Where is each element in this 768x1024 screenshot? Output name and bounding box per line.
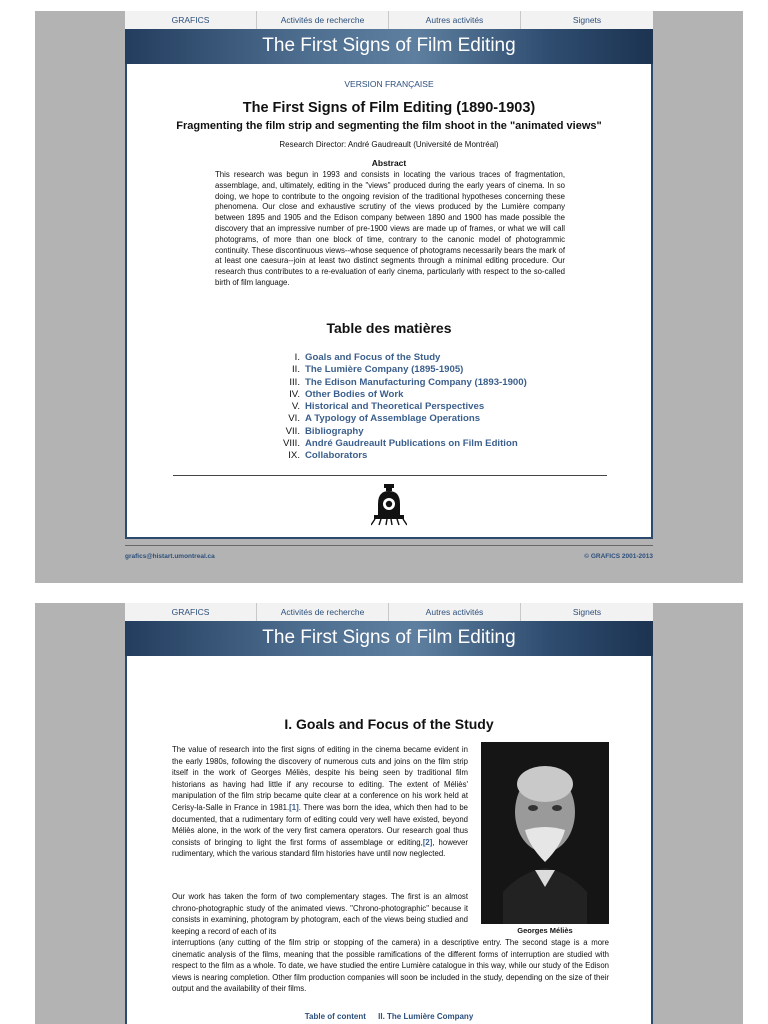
portrait-image: [481, 742, 609, 924]
toc-link[interactable]: André Gaudreault Publications on Film Edition: [305, 438, 518, 450]
page-footer: [125, 545, 653, 561]
next-section-link[interactable]: II. The Lumière Company: [378, 1012, 474, 1021]
contact-email-link[interactable]: grafics@histart.umontreal.ca: [125, 553, 215, 560]
paragraph-text: , however rudimentary, which the various standard film histories have until now neglected.: [172, 837, 468, 859]
portrait-photo-melies: [481, 742, 609, 924]
french-version-link[interactable]: VERSION FRANÇAISE: [344, 79, 434, 89]
top-navigation: [125, 11, 653, 29]
footnote-link[interactable]: [2]: [422, 837, 433, 847]
photo-caption: Georges Méliès: [517, 926, 573, 935]
section-navigation: [127, 1012, 651, 1021]
document-title: The First Signs of Film Editing (1890-1903): [242, 100, 536, 116]
toc-number: VI.: [288, 413, 300, 425]
nav-bookmarks[interactable]: Signets: [572, 15, 602, 25]
toc-item[interactable]: [257, 389, 557, 401]
site-banner: The First Signs of Film Editing: [125, 29, 653, 64]
toc-link[interactable]: Other Bodies of Work: [305, 388, 404, 400]
page-one: [35, 11, 743, 583]
paragraph-two-continued: interruptions (any cutting of the film strip or stopping of the camera) in a descriptive entry. The second stage is a more cinematic analysis of the films, meaning that the possible ramifications of the different forms of interruption are studied with respect to the film as a whole. To date, we have studied the entire Lumière catalogue in this way, while our study of the Edison views is nearing completion. Other film production companies will soon be included in the study, depending on the size of their output and the availability of their films.: [172, 938, 609, 994]
paragraph-text: . There was born the idea, which then had to be documented, that a rudimentary form of editing could very well have existed, beyond Méliès alone, in the work of the very first camera operators. Our research goal thus consists of bringing to light the first forms of assemblage or editing,: [172, 802, 468, 847]
page-one-content: [125, 64, 653, 539]
table-of-contents: [257, 352, 557, 463]
toc-number: III.: [289, 376, 300, 388]
toc-number: II.: [292, 364, 300, 376]
nav-research-activities[interactable]: Activités de recherche: [257, 603, 389, 621]
nav-grafics[interactable]: GRAFICS: [125, 11, 257, 29]
toc-heading: Table des matières: [326, 320, 452, 336]
toc-item[interactable]: [257, 450, 557, 462]
footnote-link[interactable]: [1]: [289, 802, 299, 812]
abstract-heading: Abstract: [371, 158, 407, 168]
toc-link[interactable]: Collaborators: [305, 450, 368, 462]
research-director: Research Director: André Gaudreault (Université de Montréal): [279, 140, 499, 149]
copyright: © GRAFICS 2001-2013: [584, 553, 653, 560]
site-banner: The First Signs of Film Editing: [125, 621, 653, 656]
paragraph-text: The value of research into the first signs of editing in the cinema became evident in the early 1980s, following the discovery of numerous cuts and joins on the film strip itself in the work of Georges Méliès, despite his being seen by traditional film historians as having had little if any recourse to editing. The extent of Méliès' manipulation of the film strip became quite clear at a conference on his work held at Cerisy-la-Salle in France in 1981.: [172, 745, 468, 812]
toc-item[interactable]: [257, 401, 557, 413]
divider: [173, 475, 607, 476]
nav-other-activities[interactable]: Autres activités: [389, 603, 521, 621]
toc-number: I.: [294, 352, 300, 363]
toc-link[interactable]: The Edison Manufacturing Company (1893-1900): [305, 376, 527, 388]
nav-other-activities[interactable]: Autres activités: [389, 11, 521, 29]
paragraph-two-start: Our work has taken the form of two complementary stages. The first is an almost chrono-photographic study of the animated views. "Chrono-photographic" because it consists in examining, photogram by photogram, each of the views being studied and keeping a record of each of its: [172, 892, 468, 936]
toc-number: VII.: [285, 425, 300, 437]
section-title: I. Goals and Focus of the Study: [284, 716, 494, 732]
toc-item[interactable]: [257, 377, 557, 389]
toc-item[interactable]: [257, 426, 557, 438]
paragraph-one: [172, 744, 468, 860]
toc-number: IV.: [289, 388, 300, 400]
toc-link[interactable]: Goals and Focus of the Study: [305, 352, 441, 363]
nav-bookmarks[interactable]: Signets: [572, 607, 602, 617]
toc-number: IX.: [288, 450, 300, 462]
page-two-content: [125, 656, 653, 1024]
top-navigation: [125, 603, 653, 621]
toc-number: V.: [291, 401, 300, 413]
toc-link[interactable]: Bibliography: [305, 425, 364, 437]
toc-link[interactable]: A Typology of Assemblage Operations: [305, 413, 481, 425]
table-of-content-link[interactable]: Table of content: [304, 1012, 366, 1021]
toc-item[interactable]: [257, 364, 557, 376]
locomotive-icon[interactable]: [371, 484, 407, 526]
toc-item[interactable]: [257, 413, 557, 425]
toc-item[interactable]: [257, 352, 557, 364]
toc-link[interactable]: The Lumière Company (1895-1905): [305, 364, 464, 376]
toc-number: VIII.: [282, 438, 300, 450]
nav-grafics[interactable]: GRAFICS: [125, 603, 257, 621]
page-two: [35, 603, 743, 1024]
document-subtitle: Fragmenting the film strip and segmenting the film shoot in the "animated views": [176, 120, 602, 132]
nav-research-activities[interactable]: Activités de recherche: [257, 11, 389, 29]
abstract-text: This research was begun in 1993 and consists in locating the various traces of fragmentation, assemblage, and, ultimately, editing in the "views" produced during the early years of cinema. In so doing, we hope to contribute to the ongoing revision of the traditional hypotheses concerning these phenomena. Our close and exhaustive scrutiny of the views produced by the Lumière company between 1895 and 1905 and the Edison company between 1890 and 1900 has made possible the discovery that an impressive number of pre-1900 views are made up of frames, or what we will call photograms, of more than one block of time, contrary to the canonic model of photogrammic continuity. These discontinuous views--whose sequence of photograms necessarily bears the mark of at least one caesura--join at least two distinct segments through a minimal editing procedure. Our research thus contributes to a re-evaluation of early cinema, particularly with respect to the so-called birth of film language.: [215, 170, 565, 287]
toc-item[interactable]: [257, 438, 557, 450]
toc-link[interactable]: Historical and Theoretical Perspectives: [305, 401, 485, 413]
